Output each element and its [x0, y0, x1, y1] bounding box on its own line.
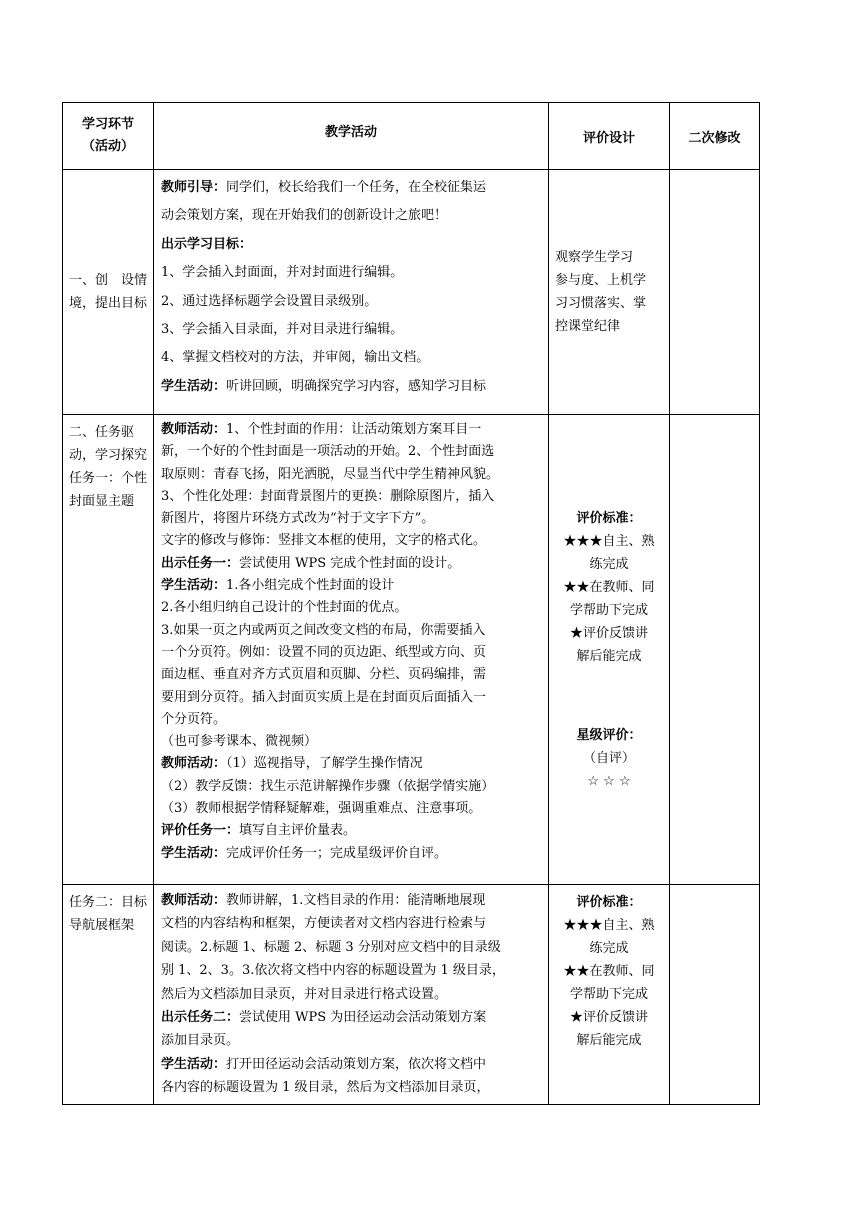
table-row — [63, 415, 760, 885]
evaluation-line: ★★★自主、熟 — [563, 918, 655, 933]
header-stage — [63, 103, 154, 170]
evaluation-line: 参与度、上机学 — [555, 273, 647, 288]
header-activity-label: 教学活动 — [324, 125, 377, 140]
activity-line — [161, 731, 541, 753]
activity-line — [161, 1053, 541, 1076]
activity-line — [161, 620, 541, 642]
activity-text: 1、个性封面的作用：让活动策划方案耳目一 — [226, 422, 482, 437]
activity-text: 听讲回顾，明确探究学习内容，感知学习目标 — [226, 378, 487, 394]
activity-line — [161, 936, 541, 959]
table-row — [63, 170, 760, 415]
evaluation-line: ★★在教师、同 — [563, 580, 655, 595]
header-evaluation — [549, 103, 670, 170]
activity-line — [161, 597, 541, 619]
activity-text: （3）教师根据学情释疑解难，强调重难点、注意事项。 — [161, 801, 482, 817]
activity-text: 面边框、垂直对齐方式页眉和页脚、分栏、页码编排，需 — [161, 667, 487, 683]
activity-text: 新，一个好的个性封面是一项活动的开始。2、个性封面选 — [161, 444, 495, 460]
activity-line — [161, 316, 541, 344]
evaluation-cell — [549, 170, 670, 415]
activity-text: 1.各小组完成个性封面的设计 — [226, 578, 395, 594]
header-activity — [154, 103, 549, 170]
activity-text: （2）教学反馈：找生示范讲解操作步骤（依据学情实施） — [161, 778, 495, 794]
activity-line — [161, 776, 541, 798]
activity-line — [161, 687, 541, 709]
activity-lead-label: 出示任务一： — [161, 555, 240, 571]
revision-cell — [670, 415, 760, 885]
evaluation-line: 学帮助下完成 — [569, 603, 648, 618]
activity-line — [161, 530, 541, 552]
evaluation-line: 练完成 — [589, 557, 629, 572]
activity-line — [161, 575, 541, 597]
revision-cell — [670, 885, 760, 1105]
activity-line — [161, 1076, 541, 1099]
activity-line — [161, 441, 541, 463]
activity-line — [161, 288, 541, 316]
activity-lead-label: 出示任务二： — [161, 1010, 240, 1026]
activity-text: 各内容的标题设置为 1 级目录，然后为文档添加目录页， — [161, 1080, 490, 1096]
activity-line — [161, 912, 541, 935]
activity-text: （也可参考课本、微视频） — [161, 734, 318, 750]
evaluation-line: ★评价反馈讲 — [569, 626, 648, 641]
evaluation-line: 星级评价： — [576, 728, 642, 743]
activity-lead-label: 教师活动： — [161, 422, 227, 437]
activity-line — [161, 798, 541, 820]
activity-text: 添加目录页。 — [161, 1033, 240, 1049]
activity-text: 别 1、2、3。3.依次将文档中内容的标题设置为 1 级目录， — [161, 963, 505, 979]
activity-cell — [154, 415, 549, 885]
activity-cell — [154, 885, 549, 1105]
activity-text: 一个分页符。例如：设置不同的页边距、纸型或方向、页 — [161, 644, 487, 660]
evaluation-spacer — [555, 668, 663, 724]
activity-text: 3、个性化处理：封面背景图片的更换：删除原图片，插入 — [161, 488, 495, 504]
activity-text: 完成评价任务一；完成星级评价自评。 — [226, 845, 448, 861]
activity-text: 4、掌握文档校对的方法，并审阅，输出文档。 — [161, 350, 430, 366]
activity-line — [161, 508, 541, 530]
evaluation-line: 习习惯落实、掌 — [555, 296, 647, 311]
activity-lead-label: 教师活动： — [161, 756, 227, 772]
activity-text: 打开田径运动会活动策划方案，依次将文档中 — [226, 1056, 487, 1072]
activity-lead-label: 出示学习目标： — [161, 236, 253, 252]
activity-text: 文字的修改与修饰：竖排文本框的使用，文字的格式化。 — [161, 533, 487, 549]
evaluation-line: ★★★自主、熟 — [563, 534, 655, 549]
activity-line — [161, 959, 541, 982]
activity-lead-label: 学生活动： — [161, 1056, 227, 1072]
activity-text: 然后为文档添加目录页，并对目录进行格式设置。 — [161, 986, 448, 1002]
header-revision-label: 二次修改 — [688, 130, 741, 146]
evaluation-line: ★评价反馈讲 — [569, 1010, 648, 1025]
activity-text: 教师讲解，1.文档目录的作用：能清晰地展现 — [226, 893, 486, 908]
activity-lead-label: 学生活动： — [161, 578, 227, 594]
evaluation-line: 练完成 — [589, 941, 629, 956]
activity-text: 尝试使用 WPS 为田径运动会活动策划方案 — [239, 1010, 487, 1026]
activity-lead-label: 学生活动： — [161, 378, 227, 394]
activity-text: 1、学会插入封面面，并对封面进行编辑。 — [161, 265, 404, 281]
activity-text: 3、学会插入目录面，并对目录进行编辑。 — [161, 322, 404, 338]
evaluation-line: （自评） — [582, 751, 635, 766]
activity-line — [161, 373, 541, 401]
table-header-row — [63, 103, 760, 170]
activity-line — [161, 202, 541, 230]
evaluation-line: ☆ ☆ ☆ — [587, 774, 631, 789]
activity-line — [161, 709, 541, 731]
evaluation-line: 控课堂纪律 — [555, 319, 621, 334]
activity-line — [161, 889, 541, 912]
activity-text: 填写自主评价量表。 — [239, 823, 357, 839]
table-row — [63, 885, 760, 1105]
activity-line — [161, 753, 541, 775]
activity-lead-label: 评价任务一： — [161, 823, 240, 839]
activity-lead-label: 教师活动： — [161, 893, 227, 908]
activity-text: 2.各小组归纳自己设计的个性封面的优点。 — [161, 600, 408, 616]
activity-line — [161, 553, 541, 575]
activity-text: （1）巡视指导，了解学生操作情况 — [226, 756, 423, 772]
activity-line — [161, 642, 541, 664]
stage-cell — [63, 170, 154, 415]
activity-cell — [154, 170, 549, 415]
activity-line — [161, 1006, 541, 1029]
evaluation-cell — [549, 885, 670, 1105]
activity-line — [161, 820, 541, 842]
evaluation-line: 解后能完成 — [576, 649, 642, 664]
activity-line — [161, 464, 541, 486]
activity-text: 尝试使用 WPS 完成个性封面的设计。 — [239, 555, 461, 571]
activity-text: 2、通过选择标题学会设置目录级别。 — [161, 293, 378, 309]
activity-text: 个分页符。 — [161, 711, 227, 727]
stage-label: 一、创 设情境，提出目标 — [69, 273, 148, 311]
activity-line — [161, 983, 541, 1006]
activity-line — [161, 259, 541, 287]
evaluation-line: ★★在教师、同 — [563, 964, 655, 979]
stage-label: 二、任务驱动，学习探究 任务一：个性封面显主题 — [69, 425, 148, 509]
evaluation-line: 评价标准： — [576, 511, 642, 526]
activity-line — [161, 231, 541, 259]
activity-text: 取原则：青春飞扬，阳光洒脱，尽显当代中学生精神风貌。 — [161, 466, 500, 482]
evaluation-cell — [549, 415, 670, 885]
stage-cell — [63, 415, 154, 885]
lesson-plan-table — [62, 102, 760, 1105]
evaluation-line: 观察学生学习 — [555, 250, 634, 265]
activity-text: 同学们，校长给我们一个任务，在全校征集运 — [226, 180, 487, 195]
evaluation-line: 学帮助下完成 — [569, 987, 648, 1002]
header-stage-label: 学习环节 （活动） — [81, 117, 134, 154]
activity-line — [161, 344, 541, 372]
revision-cell — [670, 170, 760, 415]
activity-lead-label: 教师引导： — [161, 180, 227, 195]
activity-text: 阅读。2.标题 1、标题 2、标题 3 分别对应文档中的目录级 — [161, 939, 501, 955]
activity-text: 新图片，将图片环绕方式改为“衬于文字下方”。 — [161, 511, 435, 527]
evaluation-line: 评价标准： — [576, 895, 642, 910]
activity-text: 3.如果一页之内或两页之间改变文档的布局，你需要插入 — [161, 622, 486, 638]
evaluation-line: 解后能完成 — [576, 1033, 642, 1048]
activity-line — [161, 843, 541, 865]
activity-line — [161, 174, 541, 202]
stage-label: 任务二：目标导航展框架 — [69, 895, 148, 933]
activity-line — [161, 486, 541, 508]
activity-text: 动会策划方案，现在开始我们的创新设计之旅吧！ — [161, 208, 448, 224]
activity-text: 文档的内容结构和框架，方便读者对文档内容进行检索与 — [161, 916, 487, 932]
activity-line — [161, 1029, 541, 1052]
stage-cell — [63, 885, 154, 1105]
activity-line — [161, 664, 541, 686]
activity-text: 要用到分页符。插入封面页实质上是在封面页后面插入一 — [161, 689, 487, 705]
header-evaluation-label: 评价设计 — [582, 130, 635, 146]
header-revision — [670, 103, 760, 170]
activity-line — [161, 419, 541, 441]
activity-lead-label: 学生活动： — [161, 845, 227, 861]
